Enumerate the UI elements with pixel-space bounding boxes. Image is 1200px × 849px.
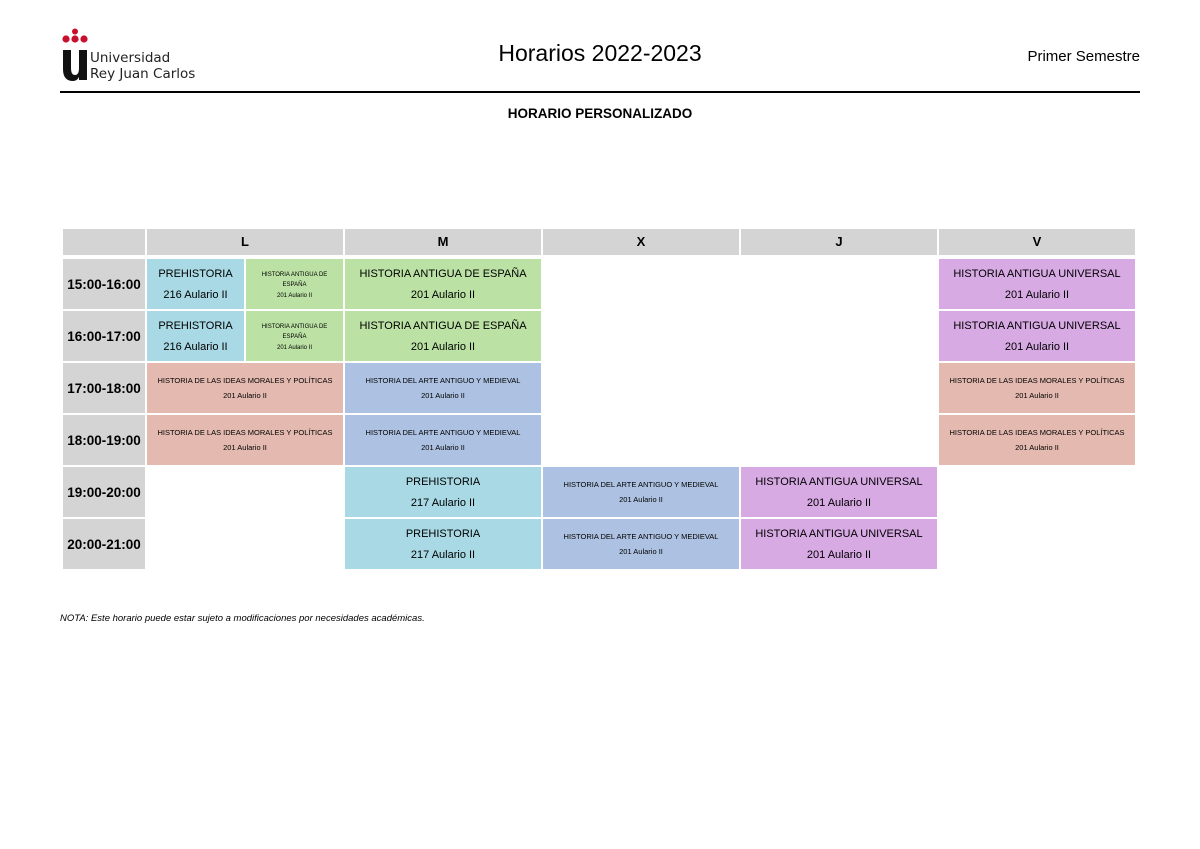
class-room: 201 Aulario II <box>276 344 313 351</box>
class-block[interactable] <box>938 258 1136 310</box>
class-room: 201 Aulario II <box>1004 288 1070 301</box>
class-block[interactable] <box>344 362 542 414</box>
time-slot-1600: 16:00-17:00 <box>62 310 146 362</box>
day-header-v: V <box>938 228 1136 256</box>
time-slot-1700: 17:00-18:00 <box>62 362 146 414</box>
class-room: 217 Aulario II <box>410 548 476 561</box>
day-header-x: X <box>542 228 740 256</box>
schedule-subtitle: HORARIO PERSONALIZADO <box>507 106 693 121</box>
class-block[interactable] <box>146 414 344 466</box>
class-name: HISTORIA DE LAS IDEAS MORALES Y POLÍTICAS <box>949 376 1125 385</box>
class-name: HISTORIA DE LAS IDEAS MORALES Y POLÍTICAS <box>157 376 333 385</box>
class-name: HISTORIA DE LAS IDEAS MORALES Y POLÍTICAS <box>949 428 1125 437</box>
class-room: 201 Aulario II <box>806 548 872 561</box>
class-name: HISTORIA ANTIGUA DE ESPAÑA <box>359 319 527 332</box>
class-name: HISTORIA ANTIGUA UNIVERSAL <box>953 267 1121 280</box>
semester-label: Primer Semestre <box>1027 48 1140 65</box>
class-block[interactable] <box>344 258 542 310</box>
class-room: 201 Aulario II <box>1015 391 1059 400</box>
class-block[interactable] <box>938 414 1136 466</box>
class-name: HISTORIA DEL ARTE ANTIGUO Y MEDIEVAL <box>365 376 521 385</box>
class-room: 201 Aulario II <box>421 391 465 400</box>
class-block[interactable] <box>344 466 542 518</box>
page-title: Horarios 2022-2023 <box>498 40 702 66</box>
class-name: HISTORIA DEL ARTE ANTIGUO Y MEDIEVAL <box>365 428 521 437</box>
class-block[interactable] <box>938 310 1136 362</box>
class-room: 216 Aulario II <box>163 340 228 353</box>
class-name: HISTORIA DEL ARTE ANTIGUO Y MEDIEVAL <box>563 532 719 541</box>
header-divider <box>60 91 1140 93</box>
time-slot-1500: 15:00-16:00 <box>62 258 146 310</box>
logo-line-1: Universidad <box>90 50 171 66</box>
class-name: HISTORIA ANTIGUA DE ESPAÑA <box>359 267 527 280</box>
class-room: 201 Aulario II <box>410 340 476 353</box>
class-room: 201 Aulario II <box>223 443 267 452</box>
class-block[interactable] <box>344 518 542 570</box>
class-name: HISTORIA ANTIGUA UNIVERSAL <box>755 475 923 488</box>
logo-line-2: Rey Juan Carlos <box>90 66 196 82</box>
day-header-m: M <box>344 228 542 256</box>
class-block[interactable] <box>146 362 344 414</box>
disclaimer-note: NOTA: Este horario puede estar sujeto a modificaciones por necesidades académicas. <box>60 613 425 624</box>
class-name: HISTORIA ANTIGUA UNIVERSAL <box>953 319 1121 332</box>
class-block[interactable] <box>542 518 740 570</box>
class-room: 201 Aulario II <box>276 292 313 299</box>
class-block[interactable] <box>344 414 542 466</box>
class-room: 216 Aulario II <box>163 288 228 301</box>
class-room: 201 Aulario II <box>1015 443 1059 452</box>
class-name: HISTORIA DE LAS IDEAS MORALES Y POLÍTICAS <box>157 428 333 437</box>
day-header-j: J <box>740 228 938 256</box>
class-block[interactable] <box>938 362 1136 414</box>
class-room: 201 Aulario II <box>223 391 267 400</box>
class-name: PREHISTORIA <box>405 527 481 540</box>
time-slot-2000: 20:00-21:00 <box>62 518 146 570</box>
class-room: 201 Aulario II <box>410 288 476 301</box>
class-block[interactable] <box>740 518 938 570</box>
time-slot-1900: 19:00-20:00 <box>62 466 146 518</box>
class-name: PREHISTORIA <box>405 475 481 488</box>
class-name: PREHISTORIA <box>158 319 233 332</box>
class-name: HISTORIA DEL ARTE ANTIGUO Y MEDIEVAL <box>563 480 719 489</box>
day-header-l: L <box>146 228 344 256</box>
class-block[interactable] <box>245 310 344 362</box>
class-room: 201 Aulario II <box>619 547 663 556</box>
class-name: PREHISTORIA <box>158 267 233 280</box>
class-room: 201 Aulario II <box>1004 340 1070 353</box>
class-room: 217 Aulario II <box>410 496 476 509</box>
class-room: 201 Aulario II <box>619 495 663 504</box>
class-block[interactable] <box>740 466 938 518</box>
class-name: HISTORIA ANTIGUA DE ESPAÑA <box>261 271 328 288</box>
class-room: 201 Aulario II <box>806 496 872 509</box>
class-name: HISTORIA ANTIGUA UNIVERSAL <box>755 527 923 540</box>
class-block[interactable] <box>542 466 740 518</box>
class-block[interactable] <box>344 310 542 362</box>
time-slot-1800: 18:00-19:00 <box>62 414 146 466</box>
class-room: 201 Aulario II <box>421 443 465 452</box>
class-name: HISTORIA ANTIGUA DE ESPAÑA <box>261 323 328 340</box>
class-block[interactable] <box>146 310 245 362</box>
class-block[interactable] <box>245 258 344 310</box>
class-block[interactable] <box>146 258 245 310</box>
corner-header <box>62 228 146 256</box>
